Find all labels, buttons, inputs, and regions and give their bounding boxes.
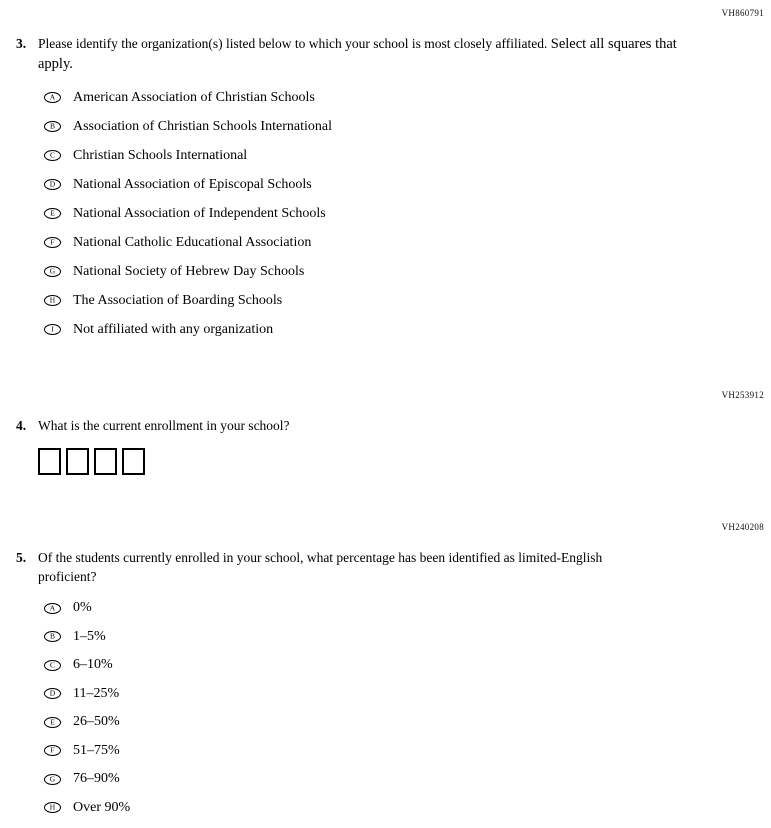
option-q3-c[interactable] — [44, 141, 716, 170]
option-q3-g[interactable] — [44, 257, 716, 286]
option-q3-d[interactable] — [44, 170, 716, 199]
form-code-q5: VH240208 — [721, 522, 764, 532]
oval-letter: F — [50, 745, 55, 755]
oval-letter: D — [49, 688, 56, 698]
option-q5-b[interactable] — [44, 623, 716, 652]
oval-letter: G — [49, 774, 56, 783]
option-label: 11–25% — [73, 685, 120, 701]
oval-letter: A — [49, 603, 56, 612]
option-label: National Association of Independent Schools — [73, 205, 326, 221]
question-3-options — [44, 83, 716, 344]
option-q5-g[interactable] — [44, 765, 716, 794]
option-q3-b[interactable] — [44, 112, 716, 141]
option-label: 76–90% — [73, 771, 120, 787]
option-label: 0% — [73, 600, 92, 616]
question-4-number: 4. — [16, 418, 27, 433]
answer-oval-icon[interactable] — [44, 631, 61, 642]
answer-oval-icon[interactable] — [44, 179, 61, 190]
question-5-options — [44, 594, 716, 822]
option-label: Not affiliated with any organization — [73, 321, 274, 337]
question-5-text: Of the students currently enrolled in your school, what percentage has been identified as limited-English proficient? — [38, 550, 603, 584]
option-label: Christian Schools International — [73, 147, 248, 163]
digit-box-3[interactable] — [94, 448, 117, 475]
option-label: 6–10% — [73, 657, 113, 673]
option-label: American Association of Christian Schools — [73, 89, 315, 105]
answer-oval-icon[interactable] — [44, 717, 61, 728]
digit-box-2[interactable] — [66, 448, 89, 475]
question-3-head — [16, 34, 716, 74]
option-label: National Society of Hebrew Day Schools — [73, 263, 305, 279]
oval-letter: B — [49, 631, 55, 641]
enrollment-digit-boxes — [38, 448, 716, 475]
oval-letter: F — [50, 237, 55, 247]
option-q5-f[interactable] — [44, 737, 716, 766]
option-q3-a[interactable] — [44, 83, 716, 112]
question-3-instruction: Select all squares that apply. — [38, 36, 677, 72]
option-q5-h[interactable] — [44, 794, 716, 823]
option-q5-e[interactable] — [44, 708, 716, 737]
option-q5-d[interactable] — [44, 680, 716, 709]
question-3 — [16, 34, 716, 344]
option-label: Association of Christian Schools International — [73, 118, 332, 134]
option-label: The Association of Boarding Schools — [73, 292, 283, 308]
question-3-number: 3. — [16, 36, 27, 51]
answer-oval-icon[interactable] — [44, 774, 61, 785]
oval-letter: C — [49, 660, 55, 669]
question-3-text — [38, 34, 686, 74]
answer-oval-icon[interactable] — [44, 121, 61, 132]
form-code-q4: VH253912 — [721, 390, 764, 400]
answer-oval-icon[interactable] — [44, 603, 61, 614]
oval-letter: D — [49, 179, 56, 189]
oval-letter: H — [49, 295, 56, 305]
answer-oval-icon[interactable] — [44, 92, 61, 103]
option-label: National Association of Episcopal Schools — [73, 176, 312, 192]
question-5-head — [16, 548, 716, 586]
option-label: 1–5% — [73, 628, 106, 644]
question-4-head — [16, 416, 716, 435]
option-q3-f[interactable] — [44, 228, 716, 257]
option-q5-a[interactable] — [44, 594, 716, 623]
question-5-number: 5. — [16, 550, 27, 565]
answer-oval-icon[interactable] — [44, 660, 61, 671]
option-q5-c[interactable] — [44, 651, 716, 680]
option-label: 51–75% — [73, 742, 120, 758]
oval-letter: I — [51, 324, 54, 334]
answer-oval-icon[interactable] — [44, 266, 61, 277]
digit-box-1[interactable] — [38, 448, 61, 475]
option-q3-h[interactable] — [44, 286, 716, 315]
question-4-text: What is the current enrollment in your school? — [38, 418, 290, 433]
form-code-q3: VH860791 — [721, 8, 764, 18]
oval-letter: G — [49, 266, 56, 276]
oval-letter: H — [49, 802, 56, 812]
oval-letter: E — [50, 717, 55, 726]
answer-oval-icon[interactable] — [44, 208, 61, 219]
answer-oval-icon[interactable] — [44, 745, 61, 756]
answer-oval-icon[interactable] — [44, 324, 61, 335]
option-label: National Catholic Educational Association — [73, 234, 312, 250]
oval-letter: A — [49, 92, 56, 102]
digit-box-4[interactable] — [122, 448, 145, 475]
question-3-text-body: Please identify the organization(s) listed below to which your school is most closely affiliated. — [38, 36, 548, 51]
option-q3-e[interactable] — [44, 199, 716, 228]
question-5 — [16, 548, 716, 822]
oval-letter: C — [49, 150, 55, 160]
question-4 — [16, 416, 716, 475]
answer-oval-icon[interactable] — [44, 237, 61, 248]
option-label: 26–50% — [73, 714, 120, 730]
answer-oval-icon[interactable] — [44, 802, 61, 813]
oval-letter: B — [49, 121, 55, 131]
answer-oval-icon[interactable] — [44, 688, 61, 699]
oval-letter: E — [50, 208, 55, 218]
answer-oval-icon[interactable] — [44, 150, 61, 161]
answer-oval-icon[interactable] — [44, 295, 61, 306]
option-label: Over 90% — [73, 799, 131, 815]
option-q3-i[interactable] — [44, 315, 716, 344]
